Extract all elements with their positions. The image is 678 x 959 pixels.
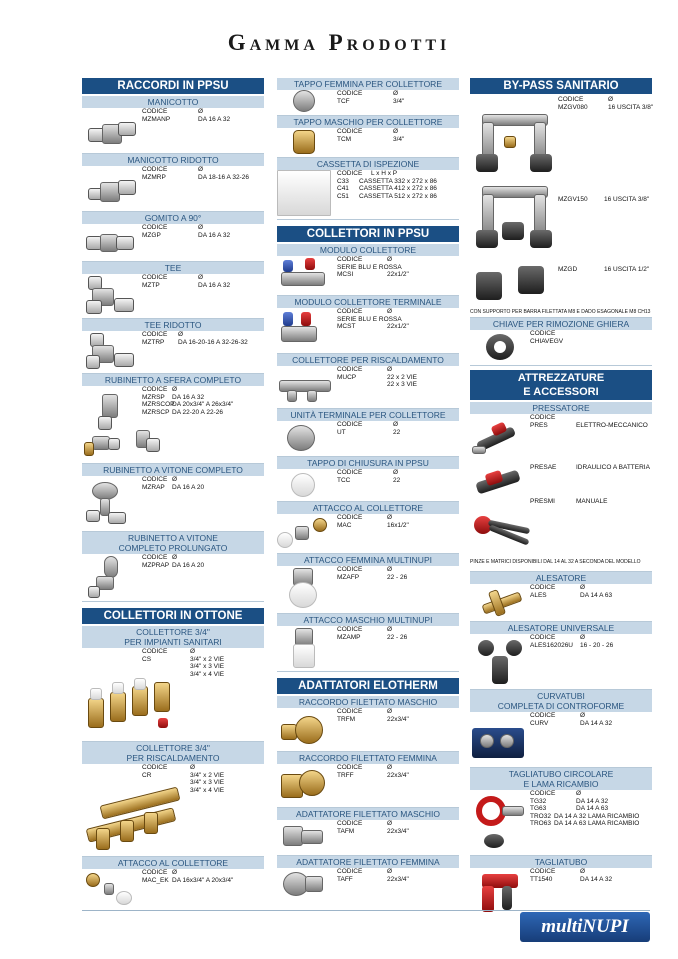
section-header: COLLETTORI IN OTTONE [82, 608, 264, 624]
product-unita-terminale [277, 409, 459, 457]
product-attacco-collettore [82, 857, 264, 913]
product-adattatore-femmina [277, 856, 459, 904]
product-table: CODICE Ø CURV DA 14 A 32 [530, 712, 613, 727]
product-table: CODICE Ø MUCP 22 x 2 VIE 22 x 3 VIE [337, 366, 417, 388]
section-header: COLLETTORI IN PPSU [277, 226, 459, 242]
product-gomito [82, 212, 264, 262]
bypass-080-image [474, 106, 554, 176]
product-tappo-maschio [277, 116, 459, 158]
product-title: ALESATORE [470, 572, 652, 584]
product-collettore-ppsu [277, 354, 459, 409]
product-table: CODICE Ø MZMANP DA 16 A 32 [142, 108, 231, 123]
bypass-note: CON SUPPORTO PER BARRA FILETTATA M8 E DADO ESAGONALE M8 CH13 [470, 309, 651, 315]
product-title: COLLETTORE PER RISCALDAMENTO [277, 354, 459, 366]
product-rubinetto-vitone [82, 464, 264, 532]
product-table: CODICE Ø SERIE BLU E ROSSA MCST 22x1/2" [337, 308, 409, 330]
product-chiave [470, 318, 652, 366]
product-table: CODICE Ø TRFM 22x3/4" [337, 708, 409, 723]
product-table: CODICE Ø MZPRAP DA 16 A 20 [142, 554, 205, 569]
bypass-150-image [474, 182, 554, 252]
product-title: RACCORDO FILETTATO FEMMINA [277, 752, 459, 764]
product-raccordo-femmina [277, 752, 459, 808]
product-title: RUBINETTO A SFERA COMPLETO [82, 374, 264, 386]
product-title: RUBINETTO A VITONE COMPLETO [82, 464, 264, 476]
product-title: UNITÀ TERMINALE PER COLLETTORE [277, 409, 459, 421]
female-thread-fitting-image [281, 766, 329, 804]
product-manicotto [82, 96, 264, 154]
product-title: TAGLIATUBO [470, 856, 652, 868]
product-table: CODICE Ø CR 3/4" x 2 VIE 3/4" x 3 VIE 3/4" x 4 VIE [142, 764, 225, 794]
section-header: RACCORDI IN PPSU [82, 78, 264, 94]
footer-divider [82, 910, 650, 911]
product-collettore-sanitari [82, 626, 264, 742]
section-header: BY-PASS SANITARIO [470, 78, 652, 94]
product-rubinetto-vitone-prolungato [82, 532, 264, 602]
product-title: TAPPO MASCHIO PER COLLETTORE [277, 116, 459, 128]
product-tee-ridotto [82, 319, 264, 374]
product-table: CODICE Ø ALES DA 14 A 63 [530, 584, 613, 599]
product-title: CURVATUBI COMPLETA DI CONTROFORME [470, 690, 652, 712]
product-attacco-maschio [277, 614, 459, 672]
product-manicotto-ridotto [82, 154, 264, 212]
product-table: CODICE Ø TCM 3/4" [337, 128, 405, 143]
product-title: COLLETTORE 3/4" PER IMPIANTI SANITARI [82, 626, 264, 648]
extended-valve-image [86, 556, 138, 600]
female-thread-adapter-image [283, 870, 327, 902]
universal-reamer-image [476, 636, 528, 688]
product-table: MZGV150 16 USCITA 3/8" [558, 196, 650, 203]
product-title: PRESSATORE [470, 402, 652, 414]
product-attacco-femmina [277, 554, 459, 614]
product-alesatore-universale [470, 622, 652, 690]
coupling-image [88, 118, 138, 148]
product-table: CODICE Ø UT 22 [337, 421, 401, 436]
product-collettore-riscaldamento [82, 742, 264, 857]
product-table: CODICE PRES ELETTRO-MECCANICO [530, 414, 648, 429]
product-cassetta [277, 158, 459, 220]
elbow-image [86, 230, 138, 258]
manual-press-image [472, 512, 532, 550]
ppsu-manifold-image [277, 368, 335, 406]
closing-cap-image [291, 473, 317, 499]
product-table: CODICE Ø MZAFP 22 - 26 [337, 566, 408, 581]
product-table: CODICE Ø MZGV080 16 USCITA 3/8" [558, 96, 654, 111]
product-table: CODICE Ø TRFF 22x3/4" [337, 764, 409, 779]
product-title: TAGLIATUBO CIRCOLARE E LAMA RICAMBIO [470, 768, 652, 790]
tee-image [86, 276, 138, 316]
product-adattatore-maschio [277, 808, 459, 856]
product-title: ATTACCO AL COLLETTORE [82, 857, 264, 869]
product-table: CODICE Ø MAC_EK DA 16x3/4" A 20x3/4" [142, 869, 234, 884]
product-title: ADATTATORE FILETTATO FEMMINA [277, 856, 459, 868]
product-title: ATTACCO MASCHIO MULTINUPI [277, 614, 459, 626]
product-tagliatubo-circolare [470, 768, 652, 856]
section-header: ATTREZZATURE E ACCESSORI [470, 370, 652, 400]
product-pressatore [470, 402, 652, 572]
product-modulo-collettore [277, 244, 459, 296]
product-alesatore [470, 572, 652, 622]
product-tappo-femmina [277, 78, 459, 116]
product-table: PRESAE IDRAULICO A BATTERIA [530, 464, 650, 471]
product-title: CASSETTA DI ISPEZIONE [277, 158, 459, 170]
section-header: ADATTATORI ELOTHERM [277, 678, 459, 694]
product-table: CODICE Ø TAFF 22x3/4" [337, 868, 409, 883]
product-table: CODICE Ø TT1540 DA 14 A 32 [530, 868, 613, 883]
reduced-tee-image [86, 333, 138, 371]
product-title: RUBINETTO A VITONE COMPLETO PROLUNGATO [82, 532, 264, 554]
column-left [82, 78, 264, 913]
product-title: RACCORDO FILETTATO MASCHIO [277, 696, 459, 708]
product-table: CODICE Ø MZTRP DA 16-20-16 A 32-26-32 [142, 331, 248, 346]
product-title: ADATTATORE FILETTATO MASCHIO [277, 808, 459, 820]
female-cap-image [293, 90, 317, 114]
product-bypass [470, 96, 652, 318]
product-table: CODICE Ø TAFM 22x3/4" [337, 820, 409, 835]
reamer-image [478, 586, 528, 618]
gate-valve-image [86, 478, 138, 530]
press-note: PINZE E MATRICI DISPONIBILI DAL 14 AL 32 A SECONDA DEL MODELLO [470, 559, 641, 565]
battery-press-image [472, 462, 528, 496]
product-title: CHIAVE PER RIMOZIONE GHIERA [470, 318, 652, 330]
product-title: TAPPO FEMMINA PER COLLETTORE [277, 78, 459, 90]
ring-key-image [484, 332, 518, 364]
product-table: CODICE Ø MZRAP DA 16 A 20 [142, 476, 205, 491]
product-curvatubi [470, 690, 652, 768]
ball-valve-image [84, 388, 164, 460]
brass-manifold-image [84, 678, 184, 740]
male-thread-fitting-image [281, 710, 329, 748]
product-table: CODICE L x H x P C33 CASSETTA 332 x 272 x 86 C41 CASSETTA 412 x 272 x 86 C51 CASSETTA 512 x 272 x 86 [337, 170, 437, 200]
product-tagliatubo [470, 856, 652, 918]
product-title: COLLETTORE 3/4" PER RISCALDAMENTO [82, 742, 264, 764]
product-rubinetto-sfera [82, 374, 264, 464]
product-title: GOMITO A 90° [82, 212, 264, 224]
column-right [470, 78, 652, 918]
male-thread-adapter-image [283, 822, 327, 852]
product-tappo-chiusura [277, 457, 459, 502]
circular-cutter-image [472, 792, 528, 854]
product-raccordo-maschio [277, 696, 459, 752]
product-attacco-collettore-2 [277, 502, 459, 554]
product-modulo-terminale [277, 296, 459, 354]
product-table: CODICE Ø MAC 16x1/2" [337, 514, 409, 529]
product-title: MANICOTTO RIDOTTO [82, 154, 264, 166]
product-title: ATTACCO AL COLLETTORE [277, 502, 459, 514]
page-title: Gamma Prodotti [227, 30, 451, 55]
product-title: MANICOTTO [82, 96, 264, 108]
heating-manifold-image [86, 788, 186, 854]
product-title: ALESATORE UNIVERSALE [470, 622, 652, 634]
product-table: CODICE Ø TCF 3/4" [337, 90, 405, 105]
terminal-unit-image [287, 425, 317, 453]
male-adapter-image [283, 628, 323, 670]
product-title: MODULO COLLETTORE [277, 244, 459, 256]
product-table: CODICE Ø SERIE BLU E ROSSA MCSI 22x1/2" [337, 256, 409, 278]
pipe-bender-case-image [472, 714, 526, 764]
column-middle [277, 78, 459, 904]
connector-image [277, 516, 333, 552]
product-table: CODICE CHIAVEGV [530, 330, 564, 345]
product-table: CODICE Ø MZAMP 22 - 26 [337, 626, 408, 641]
product-title: TAPPO DI CHIUSURA IN PPSU [277, 457, 459, 469]
product-title: TEE RIDOTTO [82, 319, 264, 331]
bypass-gd-image [474, 262, 554, 306]
product-table: CODICE Ø MZRSP DA 16 A 32 MZRSCOP DA 20x3/4" A 26x3/4" MZRSCP DA 22-20 A 22-26 [142, 386, 234, 416]
product-table: CODICE Ø TCC 22 [337, 469, 401, 484]
product-title: MODULO COLLETTORE TERMINALE [277, 296, 459, 308]
product-title: ATTACCO FEMMINA MULTINUPI [277, 554, 459, 566]
inspection-box-image [277, 170, 333, 218]
product-table: CODICE Ø MZGP DA 16 A 32 [142, 224, 231, 239]
product-table: CODICE Ø MZTP DA 16 A 32 [142, 274, 231, 289]
product-table: CODICE Ø TG32 DA 14 A 32 TG63 DA 14 A 63 TRO32 DA 14 A 32 LAMA RICAMBIO TRO63 DA 14 A 63 LAMA RICAMBIO [530, 790, 640, 827]
product-table: MZGD 16 USCITA 1/2" [558, 266, 650, 273]
brand-logo: multiNUPI [520, 912, 650, 942]
product-table: CODICE Ø MZMRP DA 18-16 A 32-26 [142, 166, 249, 181]
reducer-image [88, 176, 138, 206]
female-adapter-image [283, 568, 323, 612]
product-tee [82, 262, 264, 319]
male-cap-image [293, 130, 317, 156]
product-table: CODICE Ø ALES162026U 16 - 20 - 26 [530, 634, 614, 649]
product-table: PRESMI MANUALE [530, 498, 608, 505]
manifold-module-image [277, 256, 333, 294]
product-title: TEE [82, 262, 264, 274]
terminal-module-image [277, 308, 333, 352]
electric-press-image [472, 418, 528, 458]
fitting-image [86, 873, 142, 907]
product-table: CODICE Ø CS 3/4" x 2 VIE 3/4" x 3 VIE 3/4" x 4 VIE [142, 648, 225, 678]
